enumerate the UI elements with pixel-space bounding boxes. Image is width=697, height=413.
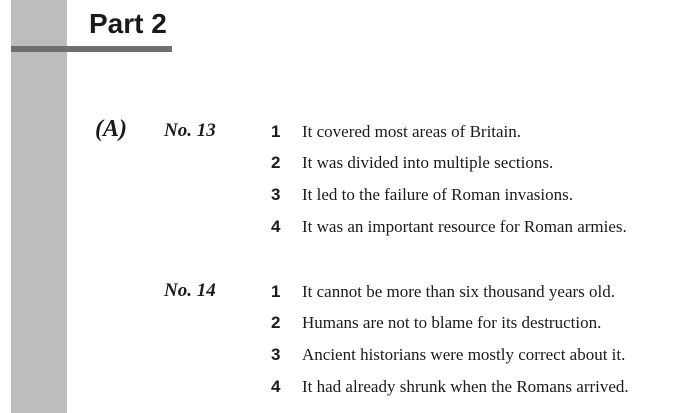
section-label: (A) bbox=[95, 116, 127, 142]
option-number: 2 bbox=[271, 153, 281, 172]
option-number: 4 bbox=[271, 217, 281, 236]
left-margin-bar bbox=[11, 0, 67, 413]
page-title: Part 2 bbox=[89, 8, 167, 39]
question-number-14: No. 14 bbox=[164, 280, 216, 301]
option-text: It was divided into multiple sections. bbox=[302, 153, 554, 172]
option-number: 4 bbox=[271, 377, 281, 396]
option-text: It led to the failure of Roman invasions. bbox=[302, 185, 573, 204]
option-text: Humans are not to blame for its destruction. bbox=[302, 313, 602, 332]
option-text: Ancient historians were mostly correct about it. bbox=[302, 345, 626, 364]
option-number: 3 bbox=[271, 185, 281, 204]
option-number: 3 bbox=[271, 345, 281, 364]
option-number: 2 bbox=[271, 313, 281, 332]
question-number-13: No. 13 bbox=[164, 120, 216, 141]
option-text: It had already shrunk when the Romans arrived. bbox=[302, 377, 629, 396]
option-number: 1 bbox=[271, 122, 281, 141]
option-number: 1 bbox=[271, 282, 281, 301]
title-underline bbox=[11, 46, 172, 52]
option-text: It cannot be more than six thousand years old. bbox=[302, 282, 616, 301]
option-text: It was an important resource for Roman armies. bbox=[302, 217, 627, 236]
option-text: It covered most areas of Britain. bbox=[302, 122, 522, 141]
